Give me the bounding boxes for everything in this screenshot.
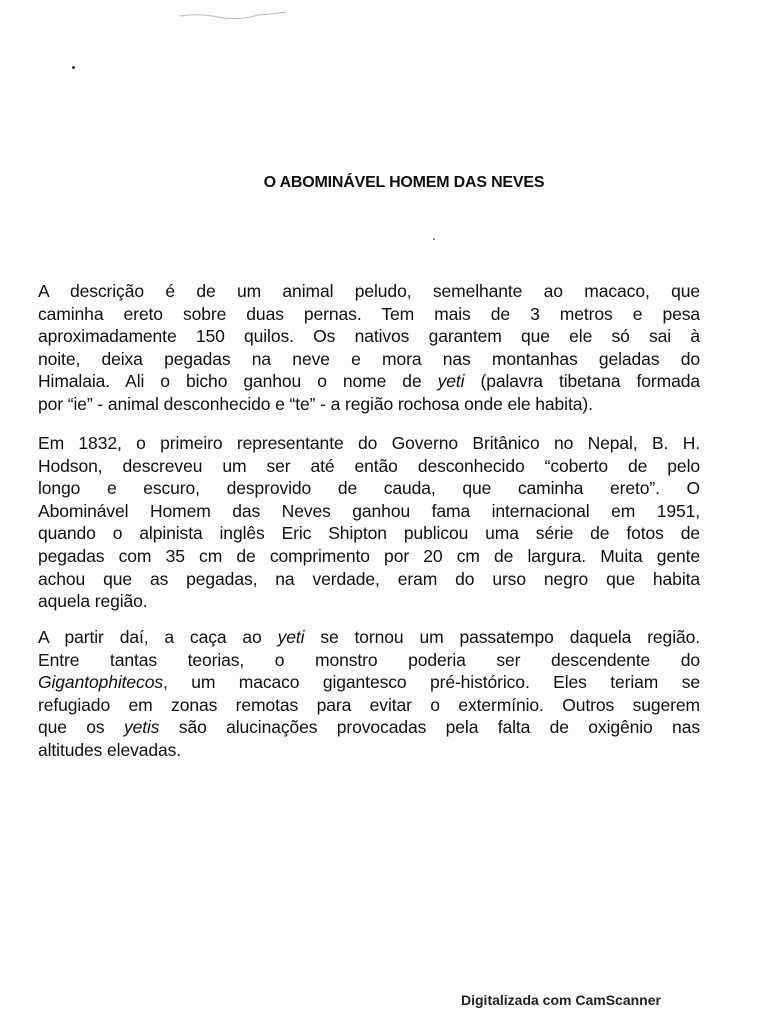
scan-speck xyxy=(433,238,435,240)
paragraph-line: Em 1832, o primeiro representante do Governo Britânico no Nepal, B. H. xyxy=(38,433,700,453)
paragraph-line: caminha ereto sobre duas pernas. Tem mais de 3 metros e pesa xyxy=(38,303,700,324)
paragraph xyxy=(38,432,700,613)
paragraph-line: Abominável Homem das Neves ganhou fama internacional em 1951, xyxy=(38,500,700,521)
paragraph-line: que os yetis são alucinações provocadas pela falta de oxigênio nas xyxy=(38,717,700,738)
paragraph-line: altitudes elevadas. xyxy=(38,739,182,760)
paragraph-line: por “ie” - animal desconhecido e “te” - a região rochosa onde ele habita). xyxy=(38,393,593,414)
paragraph-line: Hodson, descreveu um ser até então desconhecido “coberto de pelo xyxy=(38,455,700,476)
scan-artifact-mark xyxy=(178,10,288,22)
paragraph-line: quando o alpinista inglês Eric Shipton publicou uma série de fotos de xyxy=(38,523,700,544)
paragraph-line: A partir daí, a caça ao yeti se tornou um passatempo daquela região. xyxy=(38,627,700,647)
paragraph-line: pegadas com 35 cm de comprimento por 20 cm de largura. Muita gente xyxy=(38,545,700,566)
paragraph-line: longo e escuro, desprovido de cauda, que caminha ereto”. O xyxy=(38,478,700,499)
paragraph-line: noite, deixa pegadas na neve e mora nas montanhas geladas do xyxy=(38,348,700,369)
camscanner-watermark: Digitalizada com CamScanner xyxy=(461,992,661,1008)
paragraph xyxy=(38,626,700,762)
paragraph-line: aquela região. xyxy=(38,591,148,612)
paragraph-line: Himalaia. Ali o bicho ganhou o nome de yeti (palavra tibetana formada xyxy=(38,371,700,392)
paragraph-line: refugiado em zonas remotas para evitar o extermínio. Outros sugerem xyxy=(38,694,700,715)
paragraph-line: Entre tantas teorias, o monstro poderia ser descendente do xyxy=(38,649,700,670)
paragraph xyxy=(38,280,700,416)
document-title: O ABOMINÁVEL HOMEM DAS NEVES xyxy=(263,174,545,191)
paragraph-line: aproximadamente 150 quilos. Os nativos garantem que ele só sai à xyxy=(38,326,700,347)
paragraph-line: A descrição é de um animal peludo, semelhante ao macaco, que xyxy=(38,281,700,301)
scan-speck xyxy=(72,66,75,69)
paragraph-line: Gigantophitecos, um macaco gigantesco pré-histórico. Eles teriam se xyxy=(38,672,700,693)
paragraph-line: achou que as pegadas, na verdade, eram do urso negro que habita xyxy=(38,568,700,589)
